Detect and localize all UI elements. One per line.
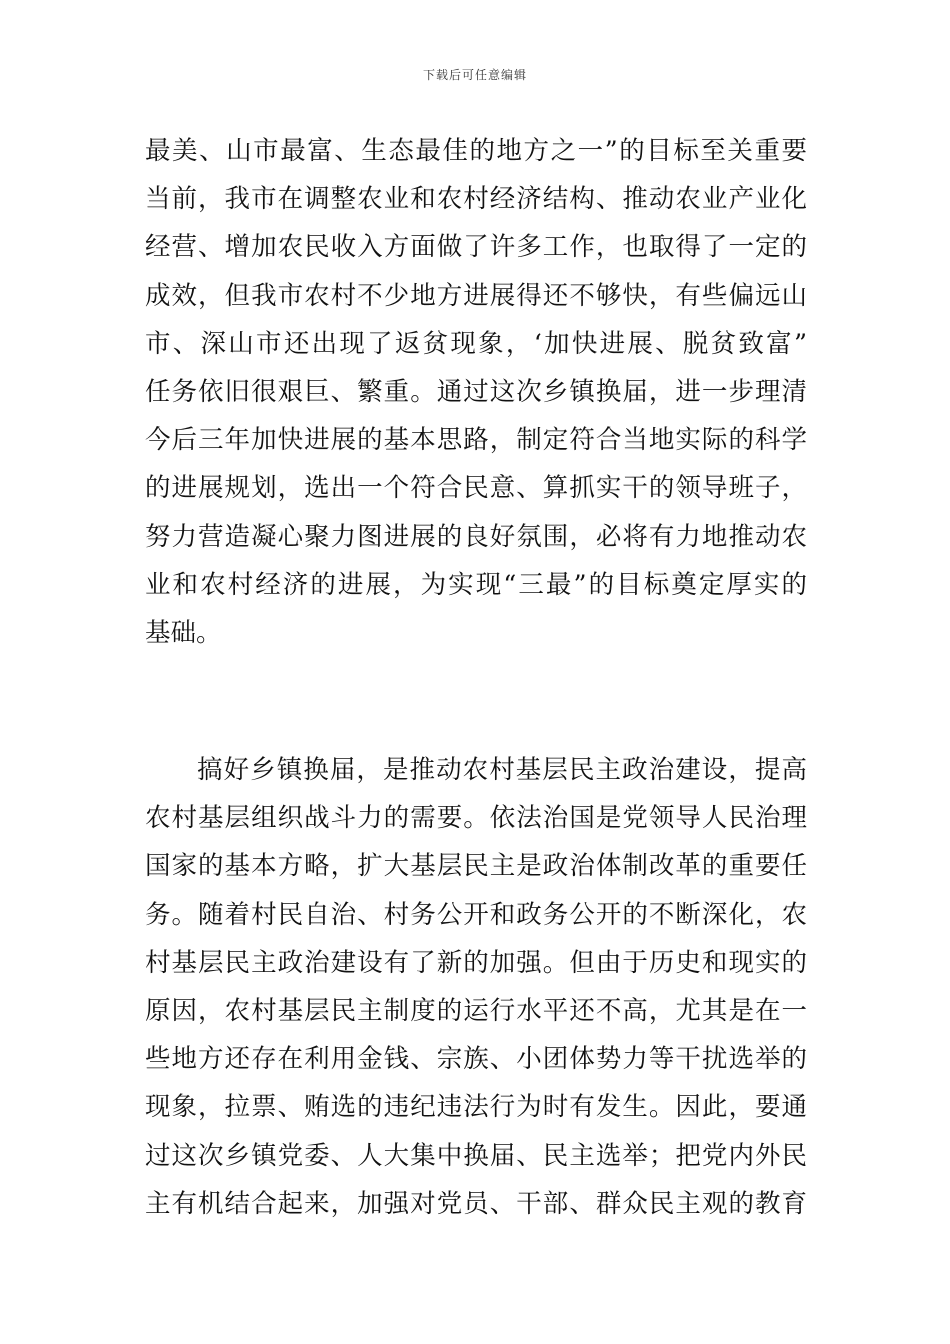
text-line: 努力营造凝心聚力图进展的良好氛围，必将有力地推动农 (145, 521, 807, 552)
text-line: 过这次乡镇党委、人大集中换届、民主选举；把党内外民 (145, 1140, 807, 1171)
text-line: 当前，我市在调整农业和农村经济结构、推动农业产业化 (145, 184, 807, 215)
text-line: 基础。 (145, 617, 222, 648)
text-line: 搞好乡镇换届，是推动农村基层民主政治建设，提高 (197, 755, 807, 786)
page-header: 下载后可任意编辑 (422, 68, 527, 82)
paragraph-spacer (145, 657, 807, 746)
text-line: 经营、增加农民收入方面做了许多工作，也取得了一定的 (145, 232, 807, 263)
text-line: 最美、山市最富、生态最佳的地方之一”的目标至关重要 (145, 136, 807, 166)
text-line: 市、深山市还出现了返贫现象，‘加快进展、脱贫致富” (145, 328, 807, 359)
text-line: 国家的基本方略，扩大基层民主是政治体制改革的重要任 (145, 851, 807, 882)
text-line: 农村基层组织战斗力的需要。依法治国是党领导人民治理 (145, 803, 807, 834)
text-line: 成效，但我市农村不少地方进展得还不够快，有些偏远山 (145, 280, 807, 311)
paragraph-1 (145, 127, 807, 657)
text-line: 今后三年加快进展的基本思路，制定符合当地实际的科学 (145, 425, 807, 456)
text-line: 现象，拉票、贿选的违纪违法行为时有发生。因此，要通 (145, 1092, 807, 1123)
text-line: 的进展规划，选出一个符合民意、算抓实干的领导班子， (145, 473, 807, 504)
paragraph-2 (145, 746, 807, 1228)
document-body (145, 127, 807, 1228)
text-line: 任务依旧很艰巨、繁重。通过这次乡镇换届，进一步理清 (145, 376, 807, 407)
text-line: 村基层民主政治建设有了新的加强。但由于历史和现实的 (145, 947, 807, 978)
text-line: 业和农村经济的进展，为实现“三最”的目标奠定厚实的 (145, 569, 807, 600)
text-line: 主有机结合起来，加强对党员、干部、群众民主观的教育 (145, 1188, 807, 1219)
text-line: 原因，农村基层民主制度的运行水平还不高，尤其是在一 (145, 996, 807, 1026)
text-line: 些地方还存在利用金钱、宗族、小团体势力等干扰选举的 (145, 1044, 807, 1075)
text-line: 务。随着村民自治、村务公开和政务公开的不断深化，农 (145, 899, 807, 930)
